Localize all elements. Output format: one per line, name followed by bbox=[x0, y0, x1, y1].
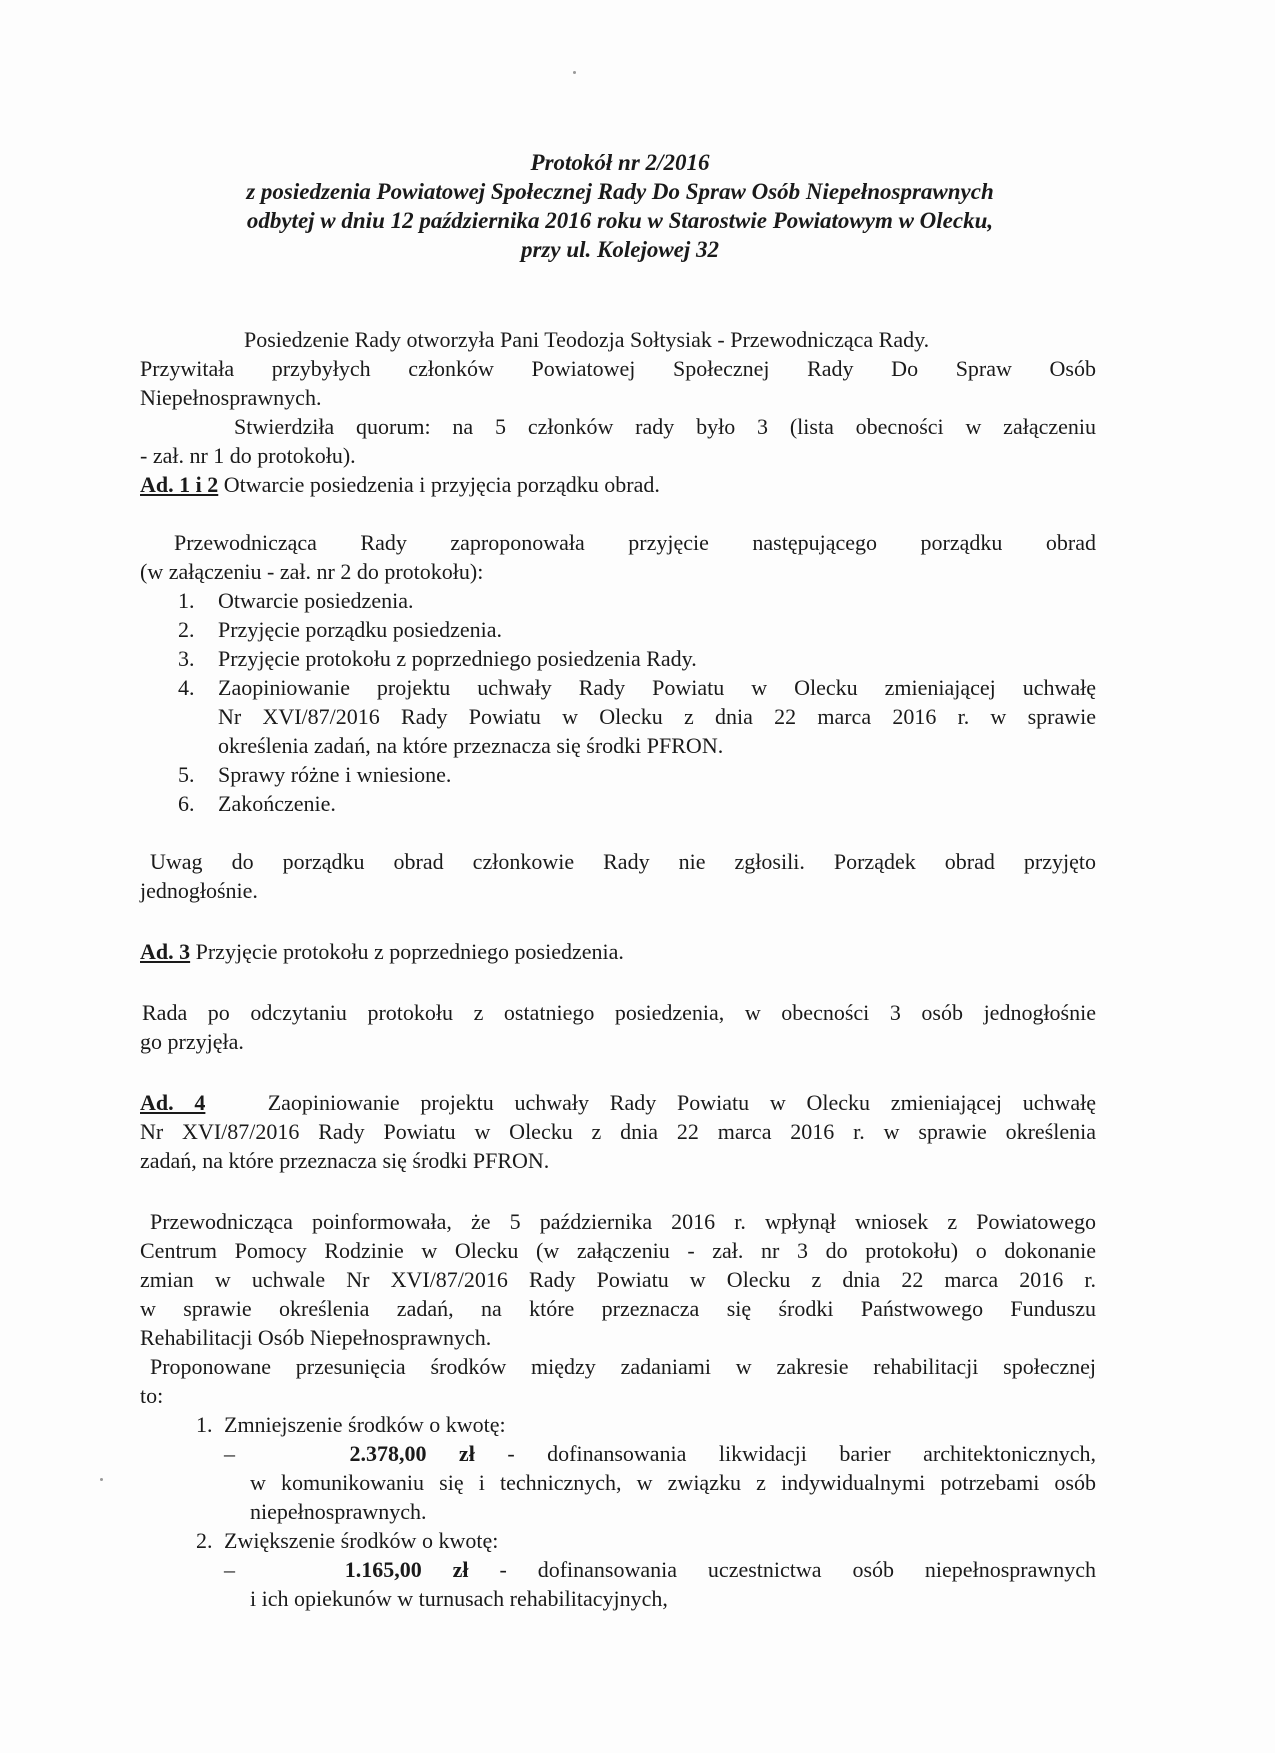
agenda-item-text: określenia zadań, na które przeznacza się środki PFRON. bbox=[218, 733, 724, 758]
quorum-paragraph: - zał. nr 1 do protokołu). bbox=[140, 443, 356, 468]
agenda-item-number: 2. bbox=[178, 617, 195, 642]
agenda-item-number: 3. bbox=[178, 646, 195, 671]
agenda-item-text: Otwarcie posiedzenia. bbox=[218, 588, 414, 613]
section-label: Ad. 1 i 2 bbox=[140, 472, 219, 497]
agenda-item bbox=[178, 644, 1096, 673]
protocol-title: Protokół nr 2/2016 bbox=[530, 150, 710, 175]
protocol-subtitle-line: z posiedzenia Powiatowej Społecznej Rady Do Spraw Osób Niepełnosprawnych bbox=[246, 179, 994, 204]
section-label: Ad. 4 bbox=[140, 1090, 206, 1115]
fund-change-first-line bbox=[224, 1439, 1096, 1468]
ad4-paragraph: Centrum Pomocy Rodzinie w Olecku (w załączeniu - zał. nr 3 do protokołu) o dokonanie bbox=[140, 1238, 1096, 1263]
fund-change-label: Zmniejszenie środków o kwotę: bbox=[224, 1412, 506, 1437]
agenda-item-text: Zakończenie. bbox=[218, 791, 336, 816]
fund-change-detail bbox=[224, 1439, 1096, 1526]
separator: - bbox=[499, 1557, 507, 1582]
agenda-item-text: Sprawy różne i wniesione. bbox=[218, 762, 452, 787]
fund-change-text: niepełnosprawnych. bbox=[250, 1499, 427, 1524]
agenda-item-number: 6. bbox=[178, 791, 195, 816]
agenda-item-number: 4. bbox=[178, 675, 195, 700]
agenda-remarks: Uwag do porządku obrad członkowie Rady nie zgłosili. Porządek obrad przyjęto bbox=[150, 849, 1096, 874]
section-title: Otwarcie posiedzenia i przyjęcia porządku obrad. bbox=[223, 472, 660, 497]
fund-change-first-line bbox=[224, 1555, 1096, 1584]
agenda-item bbox=[178, 673, 1096, 760]
section-heading bbox=[140, 1088, 1096, 1117]
agenda-item-text: Zaopiniowanie projektu uchwały Rady Powiatu w Olecku zmieniającej uchwałę bbox=[218, 675, 1096, 700]
separator: - bbox=[507, 1441, 515, 1466]
protocol-subtitle-line: odbytej w dniu 12 października 2016 roku w Starostwie Powiatowym w Olecku, bbox=[246, 208, 994, 233]
agenda-item bbox=[178, 615, 1096, 644]
ad4-paragraph: Proponowane przesunięcia środków między zadaniami w zakresie rehabilitacji społecznej bbox=[150, 1354, 1096, 1379]
fund-change-text: w komunikowaniu się i technicznych, w związku z indywidualnymi potrzebami osób bbox=[250, 1470, 1096, 1495]
agenda-intro: (w załączeniu - zał. nr 2 do protokołu): bbox=[140, 559, 484, 584]
section-label: Ad. 3 bbox=[140, 939, 191, 964]
agenda-item-text: Przyjęcie porządku posiedzenia. bbox=[218, 617, 503, 642]
fund-change-text: i ich opiekunów w turnusach rehabilitacyjnych, bbox=[250, 1586, 668, 1611]
protocol-subtitle-line: przy ul. Kolejowej 32 bbox=[520, 237, 720, 262]
agenda-item-number: 1. bbox=[178, 588, 195, 613]
agenda-list bbox=[140, 586, 1096, 818]
agenda-intro: Przewodnicząca Rady zaproponowała przyjęcie następującego porządku obrad bbox=[174, 530, 1096, 555]
ad3-paragraph: go przyjęła. bbox=[140, 1029, 244, 1054]
intro-paragraph: Niepełnosprawnych. bbox=[140, 385, 322, 410]
fund-changes-list bbox=[140, 1410, 1096, 1613]
fund-change-text: dofinansowania likwidacji barier architektonicznych, bbox=[547, 1441, 1097, 1466]
section-title: Przyjęcie protokołu z poprzedniego posiedzenia. bbox=[195, 939, 624, 964]
fund-change-detail bbox=[224, 1555, 1096, 1613]
section-title: Zaopiniowanie projektu uchwały Rady Powiatu w Olecku zmieniającej uchwałę bbox=[267, 1090, 1097, 1115]
section-heading bbox=[140, 470, 1096, 499]
agenda-item bbox=[178, 586, 1096, 615]
section-heading bbox=[140, 937, 1096, 966]
quorum-paragraph: Stwierdziła quorum: na 5 członków rady było 3 (lista obecności w załączeniu bbox=[234, 414, 1096, 439]
intro-paragraph: Przywitała przybyłych członków Powiatowej Społecznej Rady Do Spraw Osób bbox=[140, 356, 1096, 381]
ad4-paragraph: Rehabilitacji Osób Niepełnosprawnych. bbox=[140, 1325, 492, 1350]
agenda-item-number: 5. bbox=[178, 762, 195, 787]
ad4-paragraph: w sprawie określenia zadań, na które przeznacza się środki Państwowego Funduszu bbox=[140, 1296, 1096, 1321]
fund-change-text: dofinansowania uczestnictwa osób niepełnosprawnych bbox=[537, 1557, 1096, 1582]
section-title-cont: zadań, na które przeznacza się środki PFRON. bbox=[140, 1148, 550, 1173]
protocol-header bbox=[140, 148, 1100, 264]
agenda-item-text: Nr XVI/87/2016 Rady Powiatu w Olecku z dnia 22 marca 2016 r. w sprawie bbox=[218, 704, 1096, 729]
section-title-cont: Nr XVI/87/2016 Rady Powiatu w Olecku z dnia 22 marca 2016 r. w sprawie określenia bbox=[140, 1119, 1096, 1144]
fund-change-item bbox=[196, 1410, 1096, 1526]
ad4-paragraph: zmian w uchwale Nr XVI/87/2016 Rady Powiatu w Olecku z dnia 22 marca 2016 r. bbox=[140, 1267, 1096, 1292]
amount: 2.378,00 zł bbox=[349, 1441, 475, 1466]
agenda-remarks: jednogłośnie. bbox=[140, 878, 258, 903]
agenda-item-text: Przyjęcie protokołu z poprzedniego posiedzenia Rady. bbox=[218, 646, 697, 671]
intro-paragraph: Posiedzenie Rady otworzyła Pani Teodozja Sołtysiak - Przewodnicząca Rady. bbox=[244, 327, 930, 352]
amount: 1.165,00 zł bbox=[344, 1557, 469, 1582]
fund-change-item bbox=[196, 1526, 1096, 1613]
dash-bullet: – bbox=[224, 1557, 235, 1582]
ad4-paragraph: Przewodnicząca poinformowała, że 5 października 2016 r. wpłynął wniosek z Powiatowego bbox=[150, 1209, 1096, 1234]
agenda-item bbox=[178, 760, 1096, 789]
fund-change-label: Zwiększenie środków o kwotę: bbox=[224, 1528, 499, 1553]
ad4-paragraph: to: bbox=[140, 1383, 164, 1408]
fund-change-number: 2. bbox=[196, 1528, 213, 1553]
agenda-item bbox=[178, 789, 1096, 818]
dash-bullet: – bbox=[224, 1441, 235, 1466]
fund-change-number: 1. bbox=[196, 1412, 213, 1437]
protocol-body bbox=[140, 325, 1096, 1613]
ad3-paragraph: Rada po odczytaniu protokołu z ostatniego posiedzenia, w obecności 3 osób jednogłośnie bbox=[142, 1000, 1096, 1025]
